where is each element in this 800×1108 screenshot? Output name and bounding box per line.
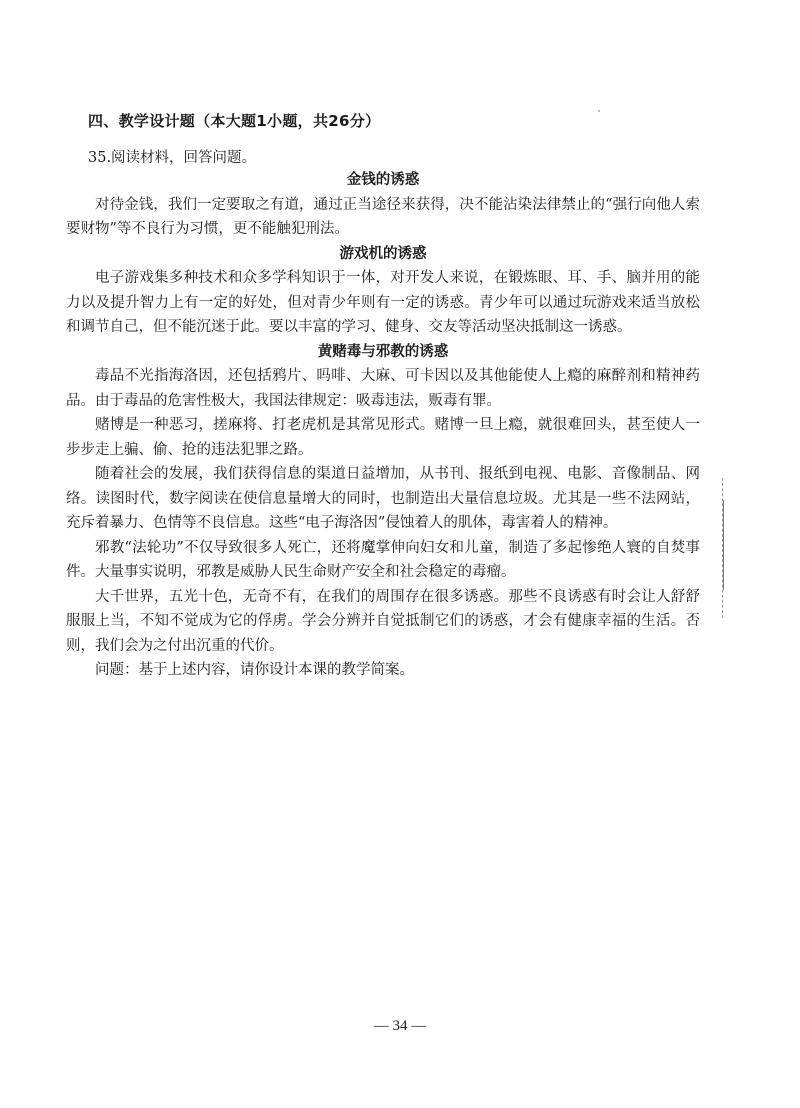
page-number: — 34 — [373,1018,427,1034]
section-title-vice-cult: 黄赌毒与邪教的诱惑 [317,343,449,360]
binding-margin-line [723,500,724,590]
paragraph: 随着社会的发展，我们获得信息的渠道日益增加，从书刊、报纸到电视、电影、音像制品、网络。读图时代，数字阅读在使信息量增大的同时，也制造出大量信息垃圾。尤其是一些不法网站，充斥着暴力、色情等不良信息。这些“电子海洛因”侵蚀着人的肌体，毒害着人的精神。 [66,466,700,531]
section-heading: 四、教学设计题（本大题1小题，共26分） [88,112,381,130]
question-stem: 35.阅读材料，回答问题。 [88,150,257,166]
paragraph: 大千世界，五光十色，无奇不有，在我们的周围存在很多诱惑。那些不良诱惑有时会让人舒舒服服上当，不知不觉成为它的俘虏。学会分辨并自觉抵制它们的诱惑，才会有健康幸福的生活。否则，我们会为之付出沉重的代价。 [66,588,700,654]
paragraph: 赌博是一种恶习，搓麻将、打老虎机是其常见形式。赌博一旦上瘾，就很难回头，甚至使人一步步走上骗、偷、抢的违法犯罪之路。 [66,417,700,458]
paragraph: 毒品不光指海洛因，还包括鸦片、吗啡、大麻、可卡因以及其他能使人上瘾的麻醉剂和精神药品。由于毒品的危害性极大，我国法律规定：吸毒违法，贩毒有罪。 [66,368,700,409]
task-prompt: 问题：基于上述内容，请你设计本课的教学简案。 [95,662,414,678]
paragraph: 电子游戏集多种技术和众多学科知识于一体，对开发人来说，在锻炼眼、耳、手、脑并用的能力以及提升智力上有一定的好处，但对青少年则有一定的诱惑。青少年可以通过玩游戏来适当放松和调节自己，但不能沉迷于此。要以丰富的学习、健身、交友等活动坚决抵制这一诱惑。 [66,270,700,335]
paragraph: 对待金钱，我们一定要取之有道，通过正当途径来获得，决不能沾染法律禁止的“强行向他人索要财物”等不良行为习惯，更不能触犯刑法。 [66,196,700,237]
section-title-games: 游戏机的诱惑 [339,245,427,262]
section-title-money: 金钱的诱惑 [346,172,420,188]
paragraph: 邪教“法轮功”不仅导致很多人死亡，还将魔掌伸向妇女和儿童，制造了多起惨绝人寰的自焚事件。大量事实说明，邪教是威胁人民生命财产安全和社会稳定的毒瘤。 [66,539,700,580]
scan-speck [598,110,600,112]
reading-material [66,168,700,683]
